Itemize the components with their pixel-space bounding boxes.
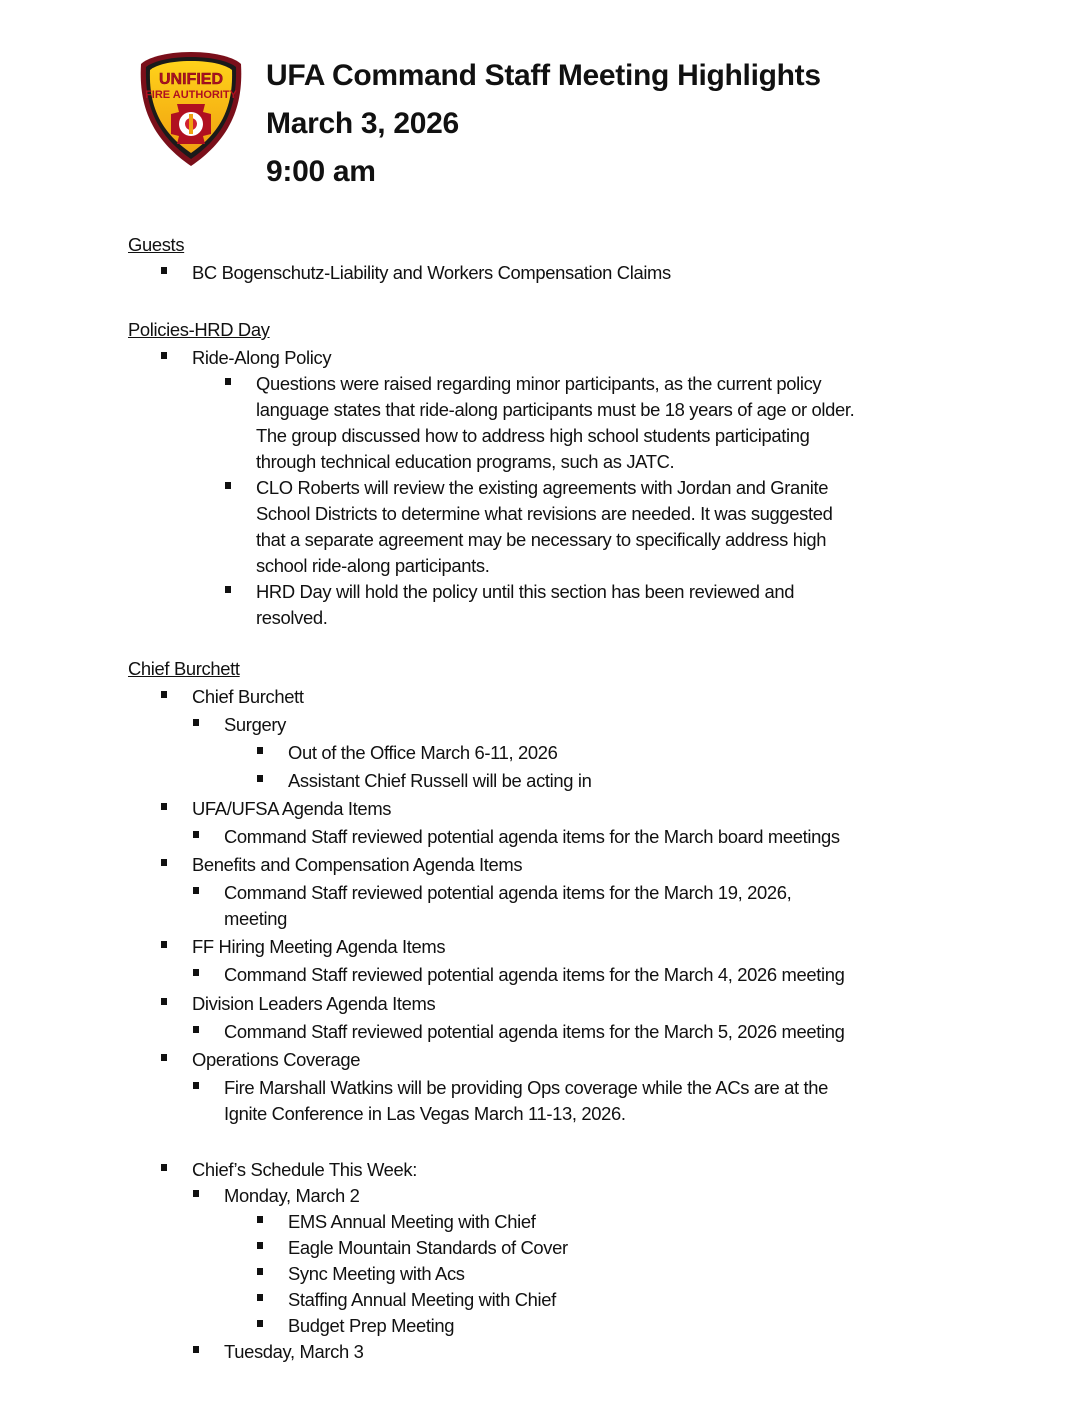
chief-detail: Out of the Office March 6-11, 2026 (288, 742, 558, 763)
policy-note-line: HRD Day will hold the policy until this section has been reviewed and (256, 581, 795, 602)
bullet-icon (257, 1242, 263, 1249)
bullet-icon (193, 969, 199, 976)
policy-note-line: Questions were raised regarding minor participants, as the current policy (256, 373, 822, 394)
bullet-icon (225, 378, 231, 385)
chief-subitem: Surgery (224, 714, 286, 735)
bullet-icon (193, 1346, 199, 1353)
meeting-time: 9:00 am (266, 155, 376, 188)
schedule-event: Budget Prep Meeting (288, 1315, 455, 1336)
bullet-icon (161, 859, 167, 866)
svg-text:FIRE AUTHORITY: FIRE AUTHORITY (145, 89, 237, 101)
schedule-event: EMS Annual Meeting with Chief (288, 1211, 536, 1232)
policy-note-line: CLO Roberts will review the existing agreements with Jordan and Granite (256, 477, 829, 498)
bullet-icon (193, 1082, 199, 1089)
chief-item: Operations Coverage (192, 1049, 361, 1070)
bullet-icon (193, 719, 199, 726)
svg-text:UNIFIED: UNIFIED (159, 71, 223, 88)
chief-item: Division Leaders Agenda Items (192, 993, 436, 1014)
policy-item: Ride-Along Policy (192, 347, 332, 368)
bullet-icon (161, 803, 167, 810)
bullet-icon (257, 1294, 263, 1301)
bullet-icon (161, 352, 167, 359)
bullet-icon (257, 747, 263, 754)
chief-item: FF Hiring Meeting Agenda Items (192, 936, 446, 957)
chief-subitem: Ignite Conference in Las Vegas March 11-13, 2026. (224, 1103, 626, 1124)
policy-note-line: through technical education programs, such as JATC. (256, 451, 675, 472)
bullet-icon (161, 1054, 167, 1061)
chief-subitem: Fire Marshall Watkins will be providing Ops coverage while the ACs are at the (224, 1077, 829, 1098)
policy-note-line: school ride-along participants. (256, 555, 490, 576)
bullet-icon (257, 1320, 263, 1327)
chief-subitem: Command Staff reviewed potential agenda items for the March 5, 2026 meeting (224, 1021, 845, 1042)
policy-note-line: language states that ride-along participants must be 18 years of age or older. (256, 399, 855, 420)
bullet-icon (257, 775, 263, 782)
policy-note-line: The group discussed how to address high school students participating (256, 425, 810, 446)
section-heading-policies: Policies-HRD Day (128, 319, 270, 340)
bullet-icon (161, 691, 167, 698)
guest-item: BC Bogenschutz-Liability and Workers Compensation Claims (192, 262, 671, 283)
bullet-icon (257, 1268, 263, 1275)
bullet-icon (193, 831, 199, 838)
schedule-event: Staffing Annual Meeting with Chief (288, 1289, 556, 1310)
chief-item: Chief Burchett (192, 686, 304, 707)
schedule-event: Sync Meeting with Acs (288, 1263, 465, 1284)
document-title-block (266, 52, 821, 196)
schedule-day: Monday, March 2 (224, 1185, 360, 1206)
bullet-icon (193, 1190, 199, 1197)
bullet-icon (257, 1216, 263, 1223)
meeting-date: March 3, 2026 (266, 107, 459, 140)
bullet-icon (225, 586, 231, 593)
chief-subitem: Command Staff reviewed potential agenda items for the March 4, 2026 meeting (224, 964, 845, 985)
bullet-icon (193, 1026, 199, 1033)
policy-note-line: School Districts to determine what revisions are needed. It was suggested (256, 503, 833, 524)
bullet-icon (161, 267, 167, 274)
chief-item: Benefits and Compensation Agenda Items (192, 854, 523, 875)
section-heading-chief: Chief Burchett (128, 658, 240, 679)
bullet-icon (193, 887, 199, 894)
chief-detail: Assistant Chief Russell will be acting in (288, 770, 592, 791)
policy-note-line: resolved. (256, 607, 328, 628)
policy-note-line: that a separate agreement may be necessary to specifically address high (256, 529, 827, 550)
document-title: UFA Command Staff Meeting Highlights (266, 59, 821, 92)
chief-subitem: meeting (224, 908, 287, 929)
chief-subitem: Command Staff reviewed potential agenda items for the March board meetings (224, 826, 840, 847)
chief-subitem: Command Staff reviewed potential agenda items for the March 19, 2026, (224, 882, 792, 903)
schedule-day: Tuesday, March 3 (224, 1341, 364, 1362)
bullet-icon (161, 998, 167, 1005)
bullet-icon (161, 941, 167, 948)
chief-item: UFA/UFSA Agenda Items (192, 798, 392, 819)
bullet-icon (225, 482, 231, 489)
bullet-icon (161, 1164, 167, 1171)
unified-fire-authority-logo-icon (137, 50, 245, 168)
schedule-item: Chief’s Schedule This Week: (192, 1159, 417, 1180)
schedule-event: Eagle Mountain Standards of Cover (288, 1237, 568, 1258)
section-heading-guests: Guests (128, 234, 185, 255)
